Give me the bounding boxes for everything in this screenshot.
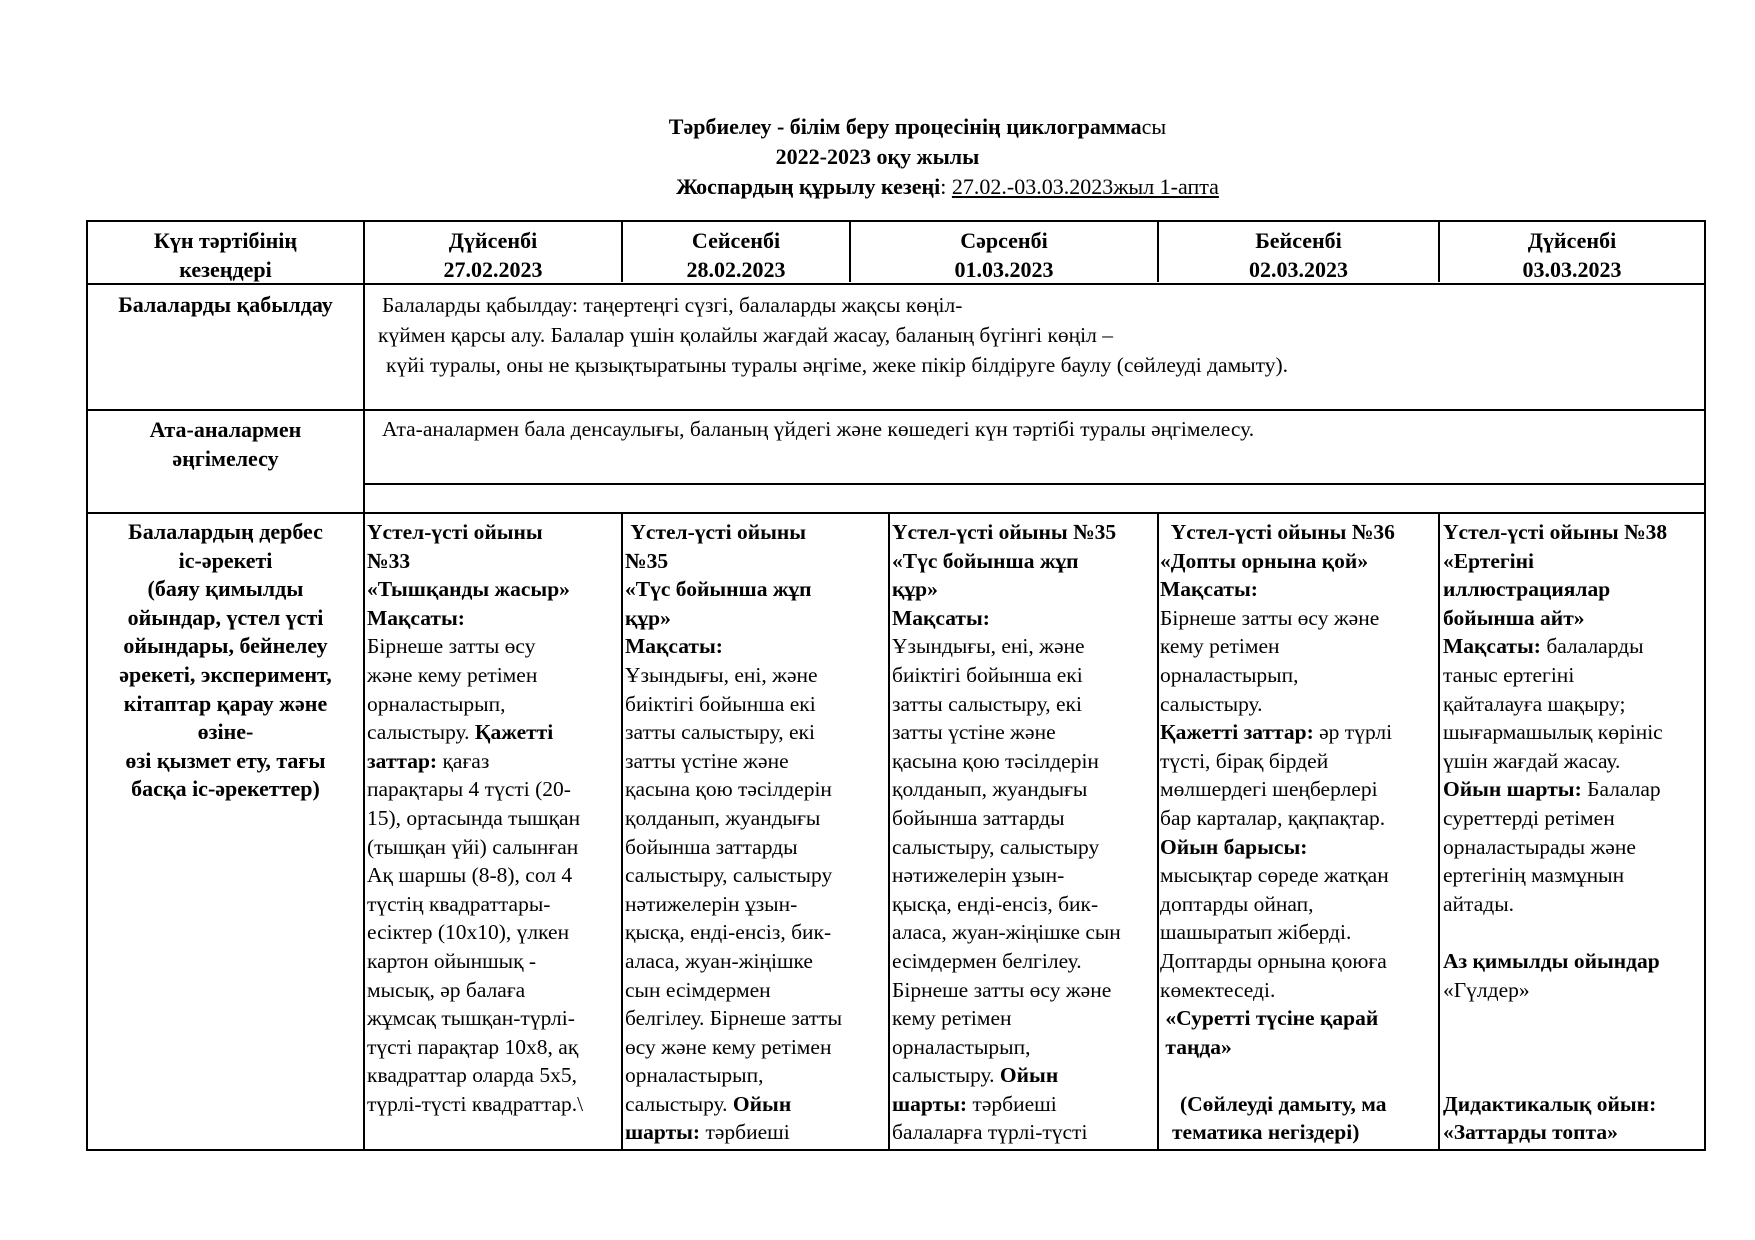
text-line (625, 1090, 887, 1119)
text-line (1443, 775, 1705, 804)
game-title-line: иллюстрациялар (1443, 577, 1611, 602)
text-line (1160, 718, 1437, 747)
activity-label-line: басқа іс-әрекеттер) (131, 776, 320, 802)
text-line: квадраттар оларда 5х5, (367, 1063, 577, 1088)
activity-label-line: өзіне- (197, 719, 254, 745)
needs-label: Қажетті заттар: (1160, 720, 1314, 745)
header-day-name: Сәрсенбі (960, 228, 1048, 253)
needs-label: Қажетті (474, 720, 554, 745)
col-divider-4b (1157, 512, 1159, 1149)
subgame-title-line: таңда» (1160, 1034, 1232, 1059)
parents-label-line1: Ата-аналармен (149, 417, 302, 442)
text-line: қысқа, енді-енсіз, бик- (892, 891, 1099, 916)
text-line: нәтижелерін ұзын- (625, 891, 798, 916)
row-divider-3 (363, 483, 1704, 485)
goal-label: Мақсаты: (892, 605, 990, 630)
text-line: (тышқан үйі) салынған (367, 834, 579, 859)
header-day-name: Бейсенбі (1255, 228, 1342, 253)
game-title-line: Үстел-үсті ойыны №35 (892, 520, 1117, 544)
col-divider-2b (621, 512, 623, 1149)
goal-label: Мақсаты: (367, 605, 465, 630)
col-divider-5b (1438, 512, 1440, 1149)
text-line: қасына қою тәсілдерін (625, 777, 832, 802)
reception-text (378, 290, 1698, 380)
text-line: Ақ шаршы (8-8), сол 4 (367, 863, 573, 888)
header-day-name: Дүйсенбі (448, 228, 538, 253)
game-title-line: Үстел-үсті ойыны (367, 520, 543, 544)
text-line: және кему ретімен (367, 662, 538, 687)
text-line: орналастырып, (367, 691, 506, 716)
text-line: суреттерді ретімен (1443, 805, 1615, 830)
text-line: түстің квадраттары- (367, 891, 551, 916)
text-line: мөлшердегі шеңберлері (1160, 777, 1378, 802)
text-line: кему ретімен (892, 1006, 1012, 1031)
text-line: шығармашылық көрініс (1443, 720, 1663, 745)
text-line: Доптарды орнына қоюға (1160, 948, 1387, 973)
text-line: салыстыру, салыстыру (892, 834, 1100, 859)
text-line: қолданып, жуандығы (892, 777, 1088, 802)
text-line: орналастырып, (892, 1034, 1031, 1059)
header-stage-line2: кезеңдері (179, 257, 272, 282)
reception-line: Балаларды қабылдау: таңертеңгі сүзгі, балаларды жақсы көңіл- (382, 293, 963, 317)
activity-label-line: іс-әрекеті (178, 547, 273, 573)
game-title-line: Үстел-үсті ойыны №38 (1443, 520, 1668, 544)
activity-wednesday (892, 518, 1157, 1148)
text-line: аласа, жуан-жіңішке (625, 948, 813, 973)
row-divider-4 (88, 512, 1704, 514)
goal-label: Мақсаты: (1160, 577, 1258, 602)
text-line: 15), ортасында тышқан (367, 805, 581, 830)
text-line: кему ретімен (1160, 634, 1280, 659)
rules-label: Ойын (732, 1091, 792, 1116)
header-day-name: Дүйсенбі (1527, 228, 1617, 253)
plan-period-value: 27.02.-03.03.2023жыл 1-апта (951, 174, 1219, 199)
text-line: қысқа, енді-енсіз, бик- (625, 920, 832, 945)
text-line: салыстыру. (1160, 691, 1263, 716)
text-line: таныс ертегіні (1443, 662, 1575, 687)
text-fragment: салыстыру. (625, 1091, 733, 1116)
text-line: үшін жағдай жасау. (1443, 748, 1621, 773)
game-title-line: «Допты орнына қой» (1160, 548, 1369, 573)
text-line: картон ойыншық - (367, 948, 537, 973)
header-stage (88, 226, 363, 284)
game-title-line: бойынша айт» (1443, 605, 1585, 630)
spacer (1160, 1061, 1437, 1090)
text-line: бойынша заттарды (892, 805, 1065, 830)
text-line (1443, 632, 1705, 661)
text-line (892, 1061, 1157, 1090)
text-line: есімдермен белгілеу. (892, 948, 1082, 973)
row-divider-2 (88, 409, 1704, 411)
game-title-line: құр» (892, 577, 938, 602)
header-day-3 (851, 226, 1157, 284)
subgame-title-line: «Суретті түсіне қарай (1160, 1006, 1379, 1031)
subject-line: (Сөйлеуді дамыту, ма (1180, 1091, 1387, 1116)
spacer (1443, 918, 1705, 947)
text-line: бар карталар, қақпақтар. (1160, 805, 1386, 830)
activity-label-line: әрекеті, эксперимент, (119, 661, 332, 687)
parents-text: Ата-аналармен бала денсаулығы, баланың үйдегі және көшедегі күн тәртібі туралы әңгімелесу. (382, 417, 1255, 441)
goal-label: Мақсаты: (625, 634, 723, 659)
activity-friday (1443, 518, 1705, 1148)
spacer (1443, 1061, 1705, 1090)
text-fragment: балаларды (1540, 634, 1644, 659)
activity-label-line: (баяу қимылды (147, 576, 304, 602)
text-fragment: тәрбиеші (967, 1091, 1057, 1116)
text-line: көмектеседі. (1160, 977, 1276, 1002)
plan-period (0, 172, 1755, 202)
schedule-table (86, 220, 1706, 1151)
text-line: белгілеу. Бірнеше затты (625, 1006, 843, 1031)
subject-line: тематика негіздері) (1172, 1120, 1360, 1145)
text-line: Бірнеше затты өсу және (1160, 605, 1380, 630)
text-line: өсу және кему ретімен (625, 1034, 832, 1059)
header-day-date: 03.03.2023 (1522, 257, 1622, 282)
text-line: қолданып, жуандығы (625, 805, 821, 830)
text-line: ертегінің мазмұнын (1443, 863, 1625, 888)
text-line (367, 747, 621, 776)
mobile-games-label: Аз қимылды ойындар (1443, 948, 1660, 973)
text-line: мысық, әр балаға (367, 977, 526, 1002)
game-title-line: «Ертегіні (1443, 548, 1534, 573)
header-day-date: 27.02.2023 (443, 257, 543, 282)
progress-label: Ойын барысы: (1160, 834, 1308, 859)
academic-year: 2022-2023 оқу жылы (775, 144, 980, 169)
col-divider-1 (363, 222, 365, 1149)
text-line: түрлі-түсті квадраттар.\ (367, 1091, 584, 1116)
activity-label-line: кітаптар қарау және (123, 690, 328, 716)
text-line: орналастырып, (1160, 662, 1299, 687)
game-title-line: «Түс бойынша жұп (892, 548, 1079, 573)
reception-label: Балаларды қабылдау (118, 292, 333, 317)
text-line: жұмсақ тышқан-түрлі- (367, 1006, 575, 1031)
game-title-line: «Тышқанды жасыр» (367, 577, 570, 602)
text-line: бойынша заттарды (625, 834, 798, 859)
text-line: аласа, жуан-жіңішке сын (892, 920, 1121, 945)
text-line: доптарды ойнап, (1160, 891, 1314, 916)
header-day-date: 28.02.2023 (686, 257, 786, 282)
activity-label (88, 518, 363, 804)
text-line: затты үстіне және (892, 720, 1056, 745)
header-day-5 (1440, 226, 1704, 284)
game-title-line: Үстел-үсті ойыны (625, 520, 807, 544)
text-line: Бірнеше затты өсу және (892, 977, 1112, 1002)
activity-thursday (1160, 518, 1437, 1148)
goal-label: Мақсаты: (1443, 634, 1541, 659)
activity-label-line: Балалардың дербес (128, 519, 323, 544)
mobile-game-name: «Гүлдер» (1443, 977, 1530, 1002)
text-line: айтады. (1443, 891, 1515, 916)
activity-label-line: ойындары, бейнелеу (123, 633, 328, 659)
needs-label: заттар: (367, 748, 438, 773)
text-fragment: Балалар (1581, 777, 1661, 802)
text-fragment: салыстыру. (892, 1063, 1000, 1088)
didactic-game-label: Дидактикалық ойын: (1443, 1091, 1657, 1116)
text-line: затты салыстыру, екі (892, 691, 1082, 716)
text-line: есіктер (10х10), үлкен (367, 920, 570, 945)
text-line: салыстыру, салыстыру (625, 863, 833, 888)
text-line: затты үстіне және (625, 748, 789, 773)
rules-label: Ойын шарты: (1443, 777, 1582, 802)
header-stage-line1: Күн тәртібінің (153, 228, 298, 253)
header-day-2 (623, 226, 849, 284)
activity-monday (367, 518, 621, 1148)
parents-label-line2: әңгімелесу (172, 446, 279, 471)
rules-label: шарты: (625, 1120, 701, 1145)
game-title-line: құр» (625, 605, 671, 630)
text-line (367, 718, 621, 747)
text-line: қасына қою тәсілдерін (892, 748, 1099, 773)
header-day-date: 02.03.2023 (1249, 257, 1348, 282)
text-line: балаларға түрлі-түсті (892, 1120, 1088, 1145)
spacer (1443, 1033, 1705, 1062)
text-line: орналастырады және (1443, 834, 1636, 859)
text-line: затты салыстыру, екі (625, 720, 815, 745)
header-day-name: Сейсенбі (691, 228, 781, 253)
document-title-bold: Тәрбиелеу - білім беру процесінің циклограмма (668, 114, 1142, 139)
text-line: биіктігі бойынша екі (892, 662, 1083, 687)
text-line: түсті, бірақ бірдей (1160, 748, 1329, 773)
header-day-date: 01.03.2023 (954, 257, 1054, 282)
text-line: шашыратып жіберді. (1160, 920, 1352, 945)
text-line (625, 1118, 887, 1147)
text-fragment: салыстыру. (367, 720, 475, 745)
spacer (1443, 1004, 1705, 1033)
text-fragment: тәрбиеші (700, 1120, 790, 1145)
text-line: түсті парақтар 10х8, ақ (367, 1034, 579, 1059)
activity-label-line: ойындар, үстел үсті (127, 604, 324, 630)
text-line: Ұзындығы, ені, және (625, 662, 818, 687)
activity-label-line: өзі қызмет ету, тағы (125, 747, 326, 773)
rules-label: Ойын (999, 1063, 1059, 1088)
game-title-line: №35 (625, 548, 669, 573)
reception-line: күймен қарсы алу. Балалар үшін қолайлы жағдай жасау, баланың бүгінгі көңіл – (378, 323, 1114, 347)
header-day-1 (365, 226, 621, 284)
text-line: мысықтар сөреде жатқан (1160, 863, 1389, 888)
col-divider-3b (888, 512, 890, 1149)
reception-line: күйі туралы, оны не қызықтыратыны туралы әңгіме, жеке пікір білдіруге баулу (сөйлеуді дамыту). (386, 353, 1289, 377)
text-fragment: қағаз (437, 748, 490, 773)
document-title-suffix: сы (1141, 114, 1167, 139)
text-line: нәтижелерін ұзын- (892, 863, 1065, 888)
activity-tuesday (625, 518, 887, 1148)
text-fragment: әр түрлі (1313, 720, 1393, 745)
game-title-line: «Түс бойынша жұп (625, 577, 812, 602)
text-line: қайталауға шақыру; (1443, 691, 1626, 716)
header-day-4 (1159, 226, 1438, 284)
parents-label (88, 415, 363, 473)
text-line: орналастырып, (625, 1063, 764, 1088)
text-line: сын есімдермен (625, 977, 771, 1002)
text-line: Бірнеше затты өсу (367, 634, 536, 659)
game-title-line: №33 (367, 548, 411, 573)
plan-period-colon: : (940, 174, 947, 199)
text-line: Ұзындығы, ені, және (892, 634, 1085, 659)
rules-label: шарты: (892, 1091, 968, 1116)
text-line: парақтары 4 түсті (20- (367, 777, 571, 802)
plan-period-label: Жоспардың құрылу кезеңі (676, 174, 941, 199)
document-title (0, 112, 1755, 142)
text-line (892, 1090, 1157, 1119)
text-line: биіктігі бойынша екі (625, 691, 816, 716)
game-title-line: Үстел-үсті ойыны №36 (1160, 520, 1395, 544)
didactic-game-name: «Заттарды топта» (1443, 1120, 1618, 1145)
